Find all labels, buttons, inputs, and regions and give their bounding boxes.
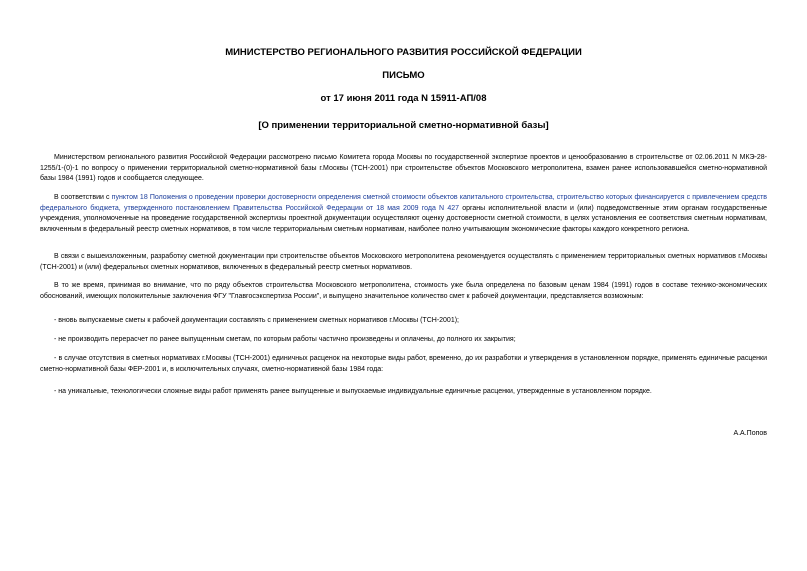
list-item: - вновь выпускаемые сметы к рабочей документации составлять с применением сметных нормативов г.Москвы (ТСН-2001); bbox=[54, 317, 459, 324]
paragraph-regulation-lead: В соответствии с bbox=[54, 194, 112, 201]
list-item: - на уникальные, технологически сложные виды работ применять ранее выпущенные и выпускаемые индивидуальные единичные расценки, утвержденные в установленном порядке. bbox=[54, 388, 652, 395]
list-item: - не производить перерасчет по ранее выпущенным сметам, по которым работы частично произведены и оплачены, до полного их закрытия; bbox=[54, 336, 516, 343]
paragraph-regulation bbox=[40, 193, 767, 235]
list-item: - в случае отсутствия в сметных нормативах г.Москвы (ТСН-2001) единичных расценок на некоторые виды работ, временно, до их разработки и утверждения в установленном порядке, применять единичные расценки сметно-нормативной базы ФЕР-2001 и, в исключительных случаях, сметно-нормативной базы 1984 года: bbox=[40, 355, 767, 373]
paragraph-considerations: В то же время, принимая во внимание, что по ряду объектов строительства Московского метрополитена, стоимость уже была определена по базовым ценам 1984 (1991) годов в составе технико-экономических обоснований, имеющих положительные заключения ФГУ "Главгосэкспертиза России", и выпущено значительное количество смет к рабочей документации, представляется возможным: bbox=[40, 282, 767, 300]
paragraph-regulation-tail: органы исполнительной власти и (или) подведомственные этим органам государственные учреждения, уполномоченные на проведение государственной экспертизы проектной документации осуществляют оценку достоверности сметной стоимости, в целях установления ее соответствия сметным нормативам, включенным в федеральный реестр сметных нормативов, в том числе территориальным сметным нормативам, наиболее полно учитывающим экономические факторы каждого конкретного региона. bbox=[40, 204, 767, 233]
paragraph-recommendation: В связи с вышеизложенным, разработку сметной документации при строительстве объектов Московского метрополитена рекомендуется осуществлять с применением территориальных сметных нормативов г.Москвы (ТСН-2001) и (или) федеральных сметных нормативов, включенных в федеральный реестр сметных нормативов. bbox=[40, 253, 767, 271]
subject-heading: [О применении территориальной сметно-нормативной базы] bbox=[258, 120, 549, 131]
paragraph-intro: Министерством регионального развития Российской Федерации рассмотрено письмо Комитета города Москвы по государственной экспертизе проектов и ценообразованию в строительстве от 02.06.2011 N МКЭ-28-1255/1-(0)-1 по вопросу о применении территориальной сметно-нормативной базы г.Москвы (ТСН-2001) при строительстве объектов Московского метрополитена, взамен ранее использовавшейся сметно-нормативной базы 1984 (1991) годов и сообщается следующее. bbox=[40, 154, 767, 182]
document-type-heading: ПИСЬМО bbox=[382, 70, 425, 81]
ministry-heading: МИНИСТЕРСТВО РЕГИОНАЛЬНОГО РАЗВИТИЯ РОССИЙСКОЙ ФЕДЕРАЦИИ bbox=[225, 47, 582, 58]
signature: А.А.Попов bbox=[733, 430, 767, 437]
regulation-link[interactable]: пунктом 18 Положения о проведении проверки достоверности определения сметной стоимости объектов капитального строительства, строительство которых финансируется с привлечением средств федерального бюджета, утвержденного постановлением Правительства Российской Федерации от 18 мая 2009 года N 427 bbox=[40, 194, 767, 212]
date-number-heading: от 17 июня 2011 года N 15911-АП/08 bbox=[320, 93, 487, 104]
